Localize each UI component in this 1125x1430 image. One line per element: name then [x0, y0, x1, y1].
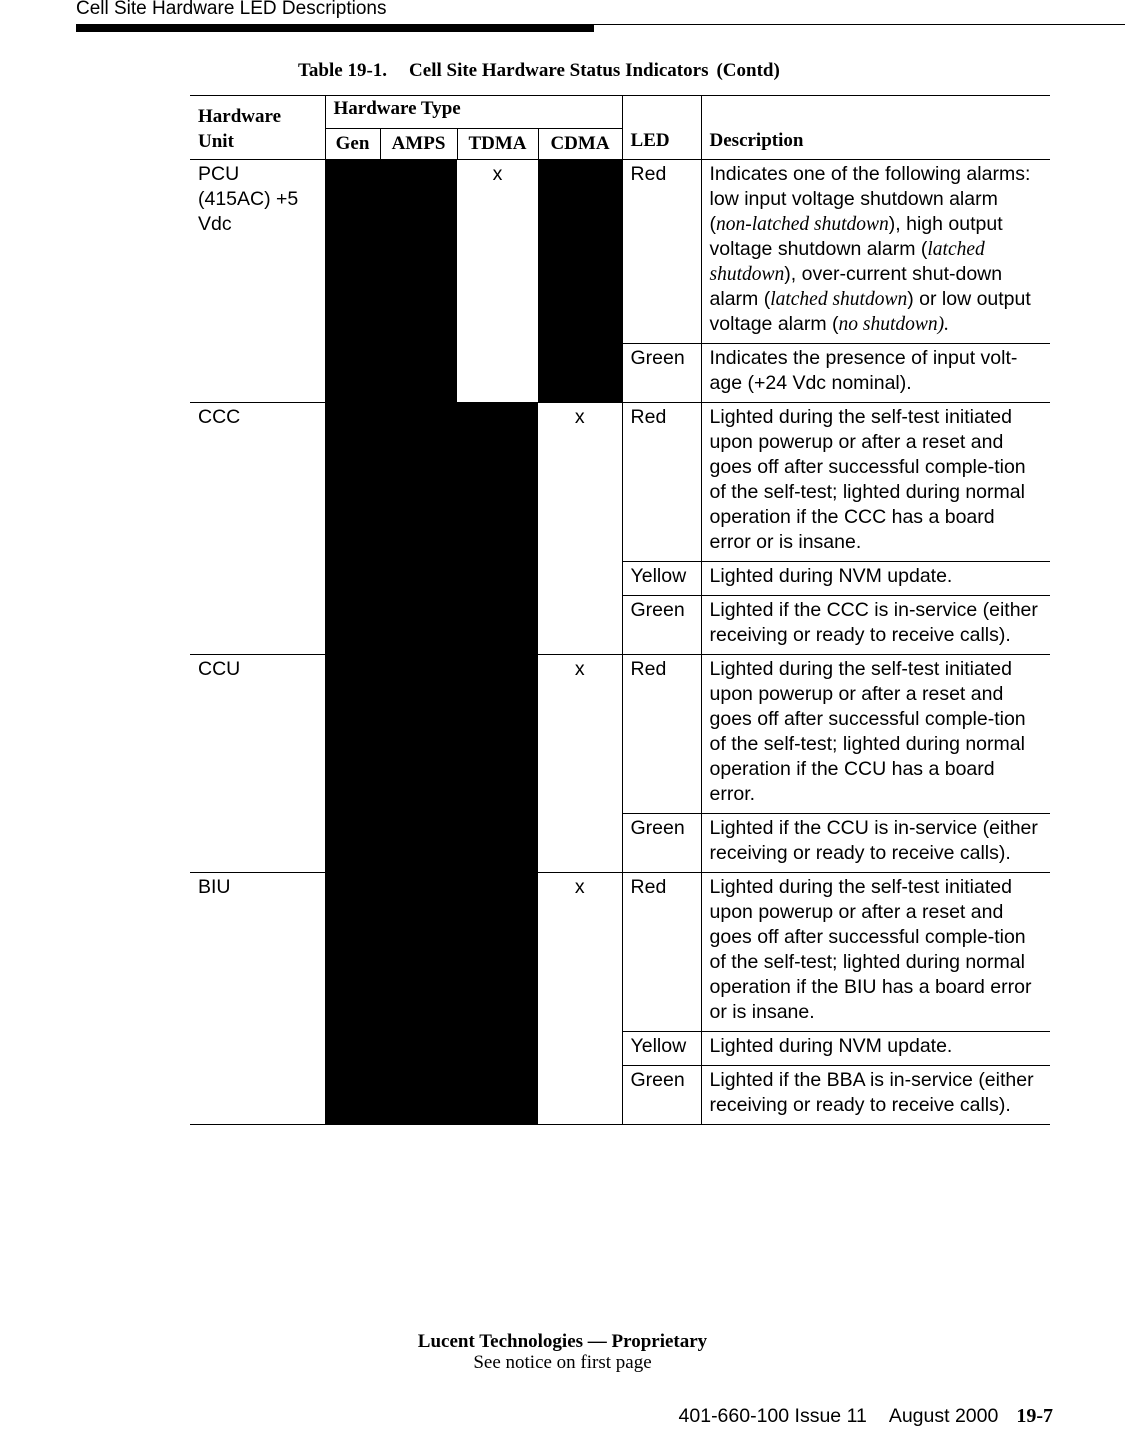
hardware-unit-ccc: CCC	[190, 403, 325, 655]
table-row	[190, 655, 1050, 814]
table-header-row-1	[190, 96, 1050, 129]
led-description: Lighted if the CCU is in-service (either receiving or ready to receive calls).	[701, 814, 1050, 873]
hardware-unit-biu: BIU	[190, 873, 325, 1125]
footer-notice: See notice on first page	[473, 1352, 652, 1373]
led-color: Red	[622, 403, 701, 562]
na-cell-gen-amps	[325, 160, 457, 403]
table-caption	[298, 60, 780, 82]
led-color: Yellow	[622, 562, 701, 596]
led-description: Indicates the presence of input volt-age (+24 Vdc nominal).	[701, 344, 1050, 403]
na-cell-gen-amps-tdma	[325, 873, 538, 1125]
col-header-hardware-unit: Hardware Unit	[190, 96, 325, 160]
led-description: Lighted during the self-test initiated upon powerup or after a reset and goes off after successful comple-tion of the self-test; lighted during normal operation if the CCU has a board error.	[701, 655, 1050, 814]
running-header-title: Cell Site Hardware LED Descriptions	[76, 0, 387, 19]
led-color: Yellow	[622, 1032, 701, 1066]
table-caption-title: Cell Site Hardware Status Indicators	[409, 60, 709, 81]
led-color: Green	[622, 344, 701, 403]
footer-date: August 2000	[888, 1405, 999, 1427]
type-mark-cdma: x	[538, 873, 622, 1125]
page-number: 19-7	[1016, 1405, 1053, 1427]
footer-company: Lucent Technologies — Proprietary	[417, 1331, 708, 1352]
led-color: Red	[622, 873, 701, 1032]
footer-doc-number: 401-660-100 Issue 11	[678, 1405, 867, 1427]
col-header-amps: AMPS	[380, 129, 457, 160]
led-description: Lighted during NVM update.	[701, 562, 1050, 596]
table-row	[190, 160, 1050, 344]
header-rule-thick	[76, 25, 594, 32]
hardware-unit-pcu: PCU (415AC) +5 Vdc	[190, 160, 325, 403]
led-description: Lighted during the self-test initiated upon powerup or after a reset and goes off after successful comple-tion of the self-test; lighted during normal operation if the BIU has a board error or is insane.	[701, 873, 1050, 1032]
hardware-unit-ccu: CCU	[190, 655, 325, 873]
na-cell-cdma	[538, 160, 622, 403]
col-header-cdma: CDMA	[538, 129, 622, 160]
col-header-gen: Gen	[325, 129, 380, 160]
table-row	[190, 873, 1050, 1032]
type-mark-tdma: x	[457, 160, 538, 403]
led-description: Indicates one of the following alarms: low input voltage shutdown alarm (non-latched shutdown), high output voltage shutdown alarm (latched shutdown), over-current shut-down alarm (latched shutdown) or low output voltage alarm (no shutdown).	[701, 160, 1050, 344]
na-cell-gen-amps-tdma	[325, 403, 538, 655]
led-description: Lighted if the BBA is in-service (either receiving or ready to receive calls).	[701, 1066, 1050, 1125]
led-color: Green	[622, 814, 701, 873]
type-mark-cdma: x	[538, 655, 622, 873]
led-color: Red	[622, 160, 701, 344]
footer-doc-info	[679, 1405, 1053, 1428]
led-color: Green	[622, 1066, 701, 1125]
na-cell-gen-amps-tdma	[325, 655, 538, 873]
led-color: Red	[622, 655, 701, 814]
col-header-tdma: TDMA	[457, 129, 538, 160]
col-header-hardware-type: Hardware Type	[325, 96, 622, 129]
led-description: Lighted if the CCC is in-service (either receiving or ready to receive calls).	[701, 596, 1050, 655]
table-caption-suffix: (Contd)	[716, 60, 780, 81]
type-mark-cdma: x	[538, 403, 622, 655]
led-color: Green	[622, 596, 701, 655]
table-caption-number: Table 19-1.	[298, 60, 388, 81]
table-row	[190, 403, 1050, 562]
led-description: Lighted during the self-test initiated upon powerup or after a reset and goes off after successful comple-tion of the self-test; lighted during normal operation if the CCC has a board error or is insane.	[701, 403, 1050, 562]
col-header-description: Description	[701, 96, 1050, 160]
led-description: Lighted during NVM update.	[701, 1032, 1050, 1066]
col-header-led: LED	[622, 96, 701, 160]
status-indicator-table	[190, 95, 1050, 1125]
